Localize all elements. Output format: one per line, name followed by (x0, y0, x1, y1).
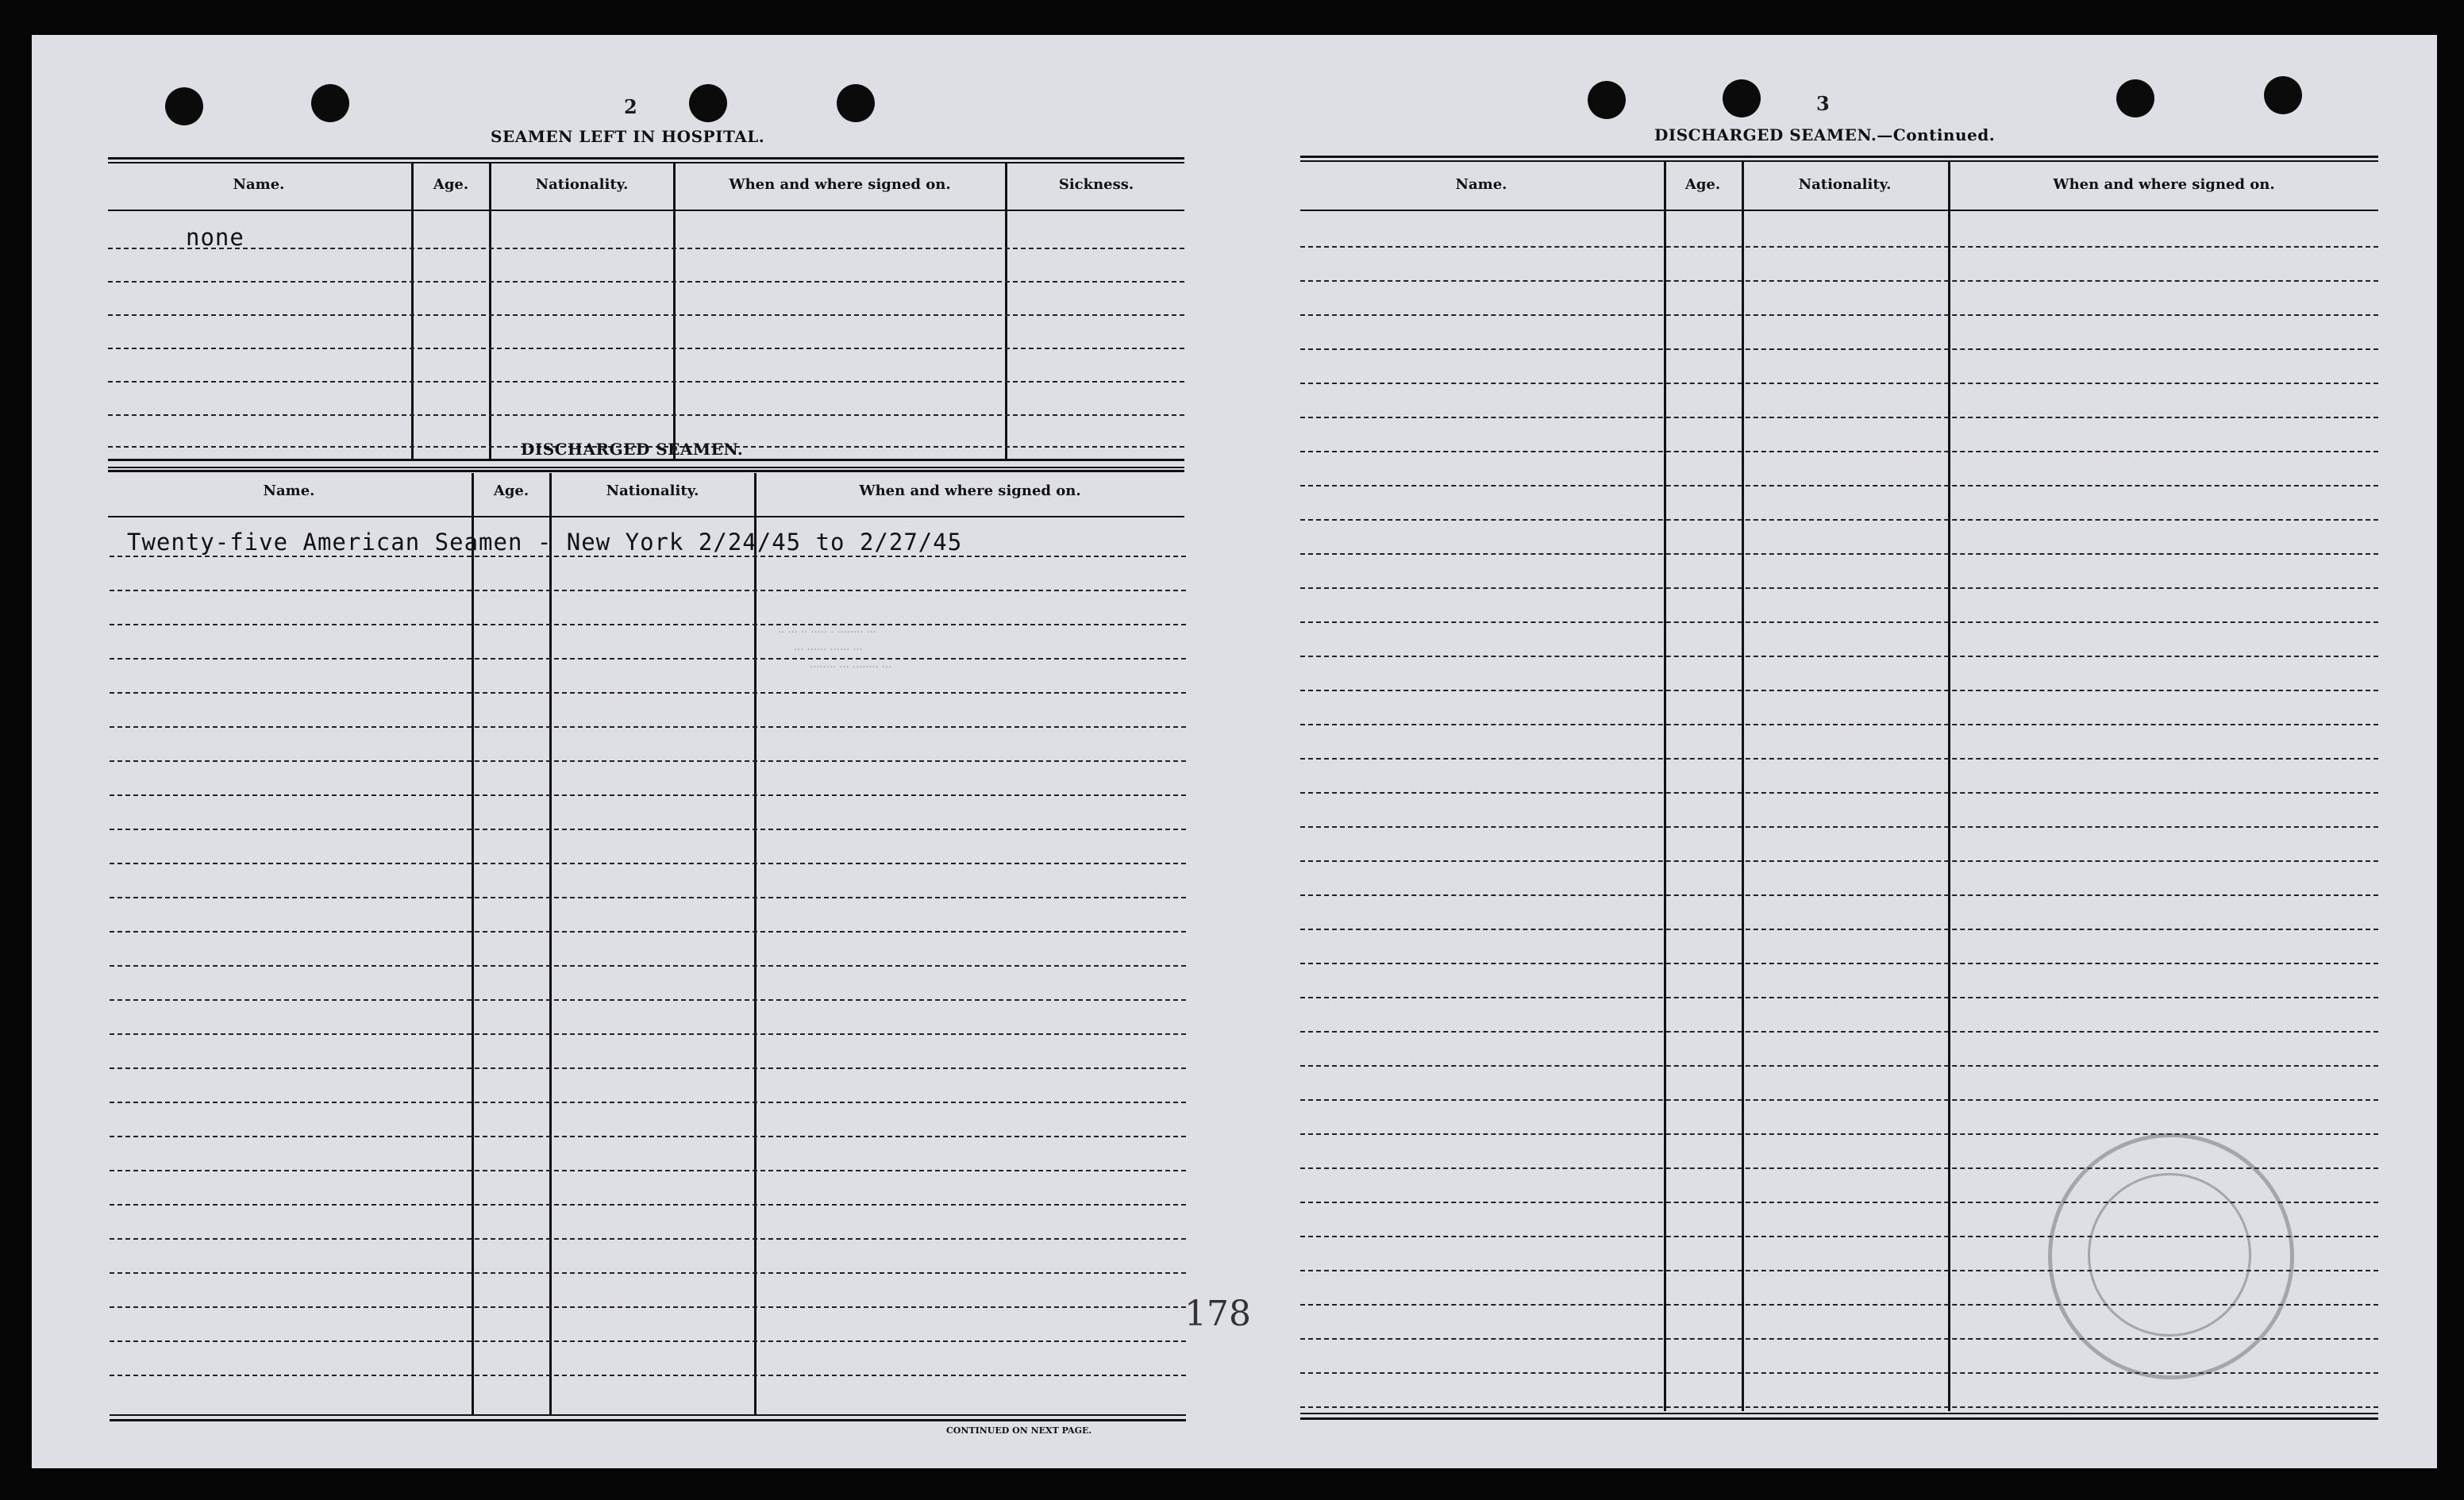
row-line (110, 658, 1186, 660)
row-line (110, 624, 1186, 625)
discharged-header-nationality: Nationality. (606, 483, 699, 499)
manifest-sheet (32, 35, 2437, 1468)
row-line (1300, 929, 2378, 930)
bleed-through-text: ········ ··· ········ ··· (810, 662, 892, 674)
discharged-top-rule (108, 467, 1184, 468)
folio-number: 178 (1184, 1294, 1251, 1334)
discharged-column-divider (472, 473, 474, 1416)
punch-hole (2264, 76, 2302, 114)
row-line (1300, 1065, 2378, 1067)
row-line (1300, 451, 2378, 452)
hospital-header-rule (108, 210, 1184, 211)
right-header-when-where: When and where signed on. (2053, 176, 2275, 193)
row-line (1300, 860, 2378, 862)
hospital-row-line (108, 248, 1184, 249)
row-line (110, 794, 1186, 796)
hospital-section-title: SEAMEN LEFT IN HOSPITAL. (491, 127, 765, 146)
right-header-age: Age. (1684, 176, 1721, 193)
hospital-header-sickness: Sickness. (1058, 176, 1134, 193)
right-top-rule (1300, 156, 2378, 158)
bleed-through-text: ··· ······ ······ ··· (794, 644, 863, 656)
discharged-header-when-where: When and where signed on. (859, 483, 1081, 499)
hospital-entry: none (186, 224, 244, 251)
row-line (110, 590, 1186, 591)
hospital-row-line (108, 314, 1184, 316)
row-line (110, 1033, 1186, 1035)
row-line (110, 1272, 1186, 1274)
hospital-header-nationality: Nationality. (535, 176, 629, 193)
bleed-through-text: ·· ··· ·· ····· · ········ ··· (778, 627, 876, 639)
row-line (1300, 826, 2378, 828)
row-line (110, 1306, 1186, 1308)
hospital-header-age: Age. (433, 176, 469, 193)
punch-hole (1588, 81, 1626, 119)
discharged-column-divider (754, 473, 757, 1416)
row-line (110, 1170, 1186, 1171)
row-line (1300, 1031, 2378, 1033)
right-header-nationality: Nationality. (1798, 176, 1892, 193)
row-line (1300, 690, 2378, 691)
row-line (110, 1204, 1186, 1206)
right-bottom-rule (1300, 1413, 2378, 1414)
row-line (1300, 280, 2378, 282)
hospital-header-name: Name. (233, 176, 285, 193)
discharged-header-name: Name. (263, 483, 315, 499)
row-line (110, 692, 1186, 694)
hospital-top-rule-2 (108, 162, 1184, 163)
hospital-row-line (108, 348, 1184, 349)
right-top-rule-2 (1300, 160, 2378, 162)
discharged-entry: Twenty-five American Seamen - New York 2/24/45 to 2/27/45 (127, 529, 963, 556)
punch-hole (689, 84, 727, 122)
punch-hole (837, 84, 875, 122)
row-line (1300, 1133, 2378, 1135)
row-line (1300, 519, 2378, 521)
hospital-row-line (108, 381, 1184, 383)
punch-hole (2116, 79, 2154, 117)
right-page-number: 3 (1816, 92, 1830, 115)
hospital-row-line (108, 414, 1184, 416)
row-line (1300, 724, 2378, 725)
row-line (110, 726, 1186, 728)
discharged-top-rule-2 (108, 470, 1184, 472)
row-line (1300, 792, 2378, 794)
row-line (1300, 963, 2378, 964)
hospital-row-line (108, 281, 1184, 283)
row-line (1300, 894, 2378, 896)
row-line (110, 556, 1186, 557)
right-header-rule (1300, 210, 2378, 211)
discharged-column-divider (549, 473, 552, 1416)
row-line (110, 760, 1186, 762)
row-line (1300, 1099, 2378, 1101)
punch-hole (311, 84, 349, 122)
row-line (1300, 1406, 2378, 1408)
row-line (1300, 1372, 2378, 1374)
received-stamp-inner (2088, 1173, 2251, 1337)
row-line (1300, 997, 2378, 998)
row-line (110, 1136, 1186, 1137)
row-line (110, 1067, 1186, 1069)
discharged-header-rule (108, 516, 1184, 517)
discharged-section-title-display: DISCHARGED SEAMEN. (521, 440, 744, 459)
row-line (1300, 758, 2378, 760)
discharged-continued-title: DISCHARGED SEAMEN.—Continued. (1654, 125, 1996, 144)
row-line (1300, 348, 2378, 350)
left-bottom-rule-2 (110, 1419, 1186, 1421)
row-line (1300, 553, 2378, 555)
row-line (110, 1238, 1186, 1240)
row-line (1300, 246, 2378, 248)
row-line (1300, 621, 2378, 623)
row-line (110, 965, 1186, 967)
row-line (1300, 314, 2378, 316)
continued-note: CONTINUED ON NEXT PAGE. (946, 1425, 1092, 1436)
row-line (1300, 485, 2378, 487)
row-line (110, 863, 1186, 864)
left-page-number: 2 (624, 95, 637, 118)
right-bottom-rule-2 (1300, 1417, 2378, 1420)
hospital-bottom-rule (108, 459, 1184, 461)
punch-hole (1723, 79, 1761, 117)
row-line (110, 829, 1186, 830)
row-line (110, 999, 1186, 1001)
punch-hole (165, 87, 203, 125)
discharged-header-age: Age. (493, 483, 529, 499)
row-line (110, 1375, 1186, 1376)
row-line (110, 1340, 1186, 1342)
right-header-name: Name. (1455, 176, 1507, 193)
hospital-top-rule (108, 157, 1184, 160)
row-line (1300, 417, 2378, 418)
left-bottom-rule (110, 1414, 1186, 1416)
row-line (1300, 587, 2378, 589)
hospital-header-when-where: When and where signed on. (729, 176, 951, 193)
row-line (110, 1102, 1186, 1103)
row-line (1300, 656, 2378, 657)
row-line (1300, 383, 2378, 384)
row-line (110, 931, 1186, 933)
row-line (110, 897, 1186, 898)
